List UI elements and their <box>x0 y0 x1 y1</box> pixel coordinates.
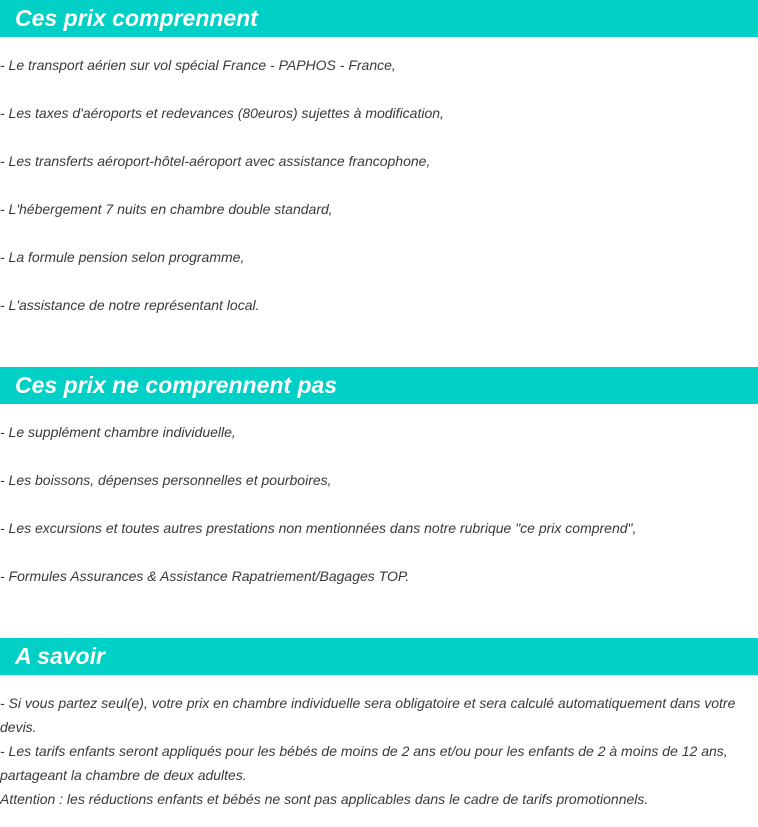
list-item: - L'hébergement 7 nuits en chambre double standard, <box>0 201 333 217</box>
not-included-list <box>0 420 758 588</box>
to-know-text <box>0 691 758 811</box>
list-item: - Formules Assurances & Assistance Rapatriement/Bagages TOP. <box>0 568 410 584</box>
list-item: - La formule pension selon programme, <box>0 249 245 265</box>
section-header-to-know <box>0 638 758 675</box>
list-item: - Les boissons, dépenses personnelles et pourboires, <box>0 472 332 488</box>
list-item: - Les excursions et toutes autres prestations non mentionnées dans notre rubrique "ce prix comprend", <box>0 520 637 536</box>
section-header-included <box>0 0 758 37</box>
section-title-to-know: A savoir <box>15 643 105 669</box>
section-header-not-included <box>0 367 758 404</box>
list-item: - Le transport aérien sur vol spécial France - PAPHOS - France, <box>0 57 396 73</box>
list-item: - Les taxes d'aéroports et redevances (80euros) sujettes à modification, <box>0 105 444 121</box>
section-not-included <box>0 367 758 588</box>
section-title-included: Ces prix comprennent <box>15 5 258 31</box>
section-title-not-included: Ces prix ne comprennent pas <box>15 372 338 398</box>
list-item: - Le supplément chambre individuelle, <box>0 424 236 440</box>
list-item: - Les transferts aéroport-hôtel-aéroport avec assistance francophone, <box>0 153 431 169</box>
section-to-know <box>0 638 758 811</box>
info-paragraph: Attention : les réductions enfants et bébés ne sont pas applicables dans le cadre de tarifs promotionnels. <box>0 791 649 807</box>
info-paragraph: - Si vous partez seul(e), votre prix en chambre individuelle sera obligatoire et sera calculé automatiquement dans votre devis. <box>0 695 736 735</box>
included-list <box>0 53 758 317</box>
info-paragraph: - Les tarifs enfants seront appliqués pour les bébés de moins de 2 ans et/ou pour les enfants de 2 à moins de 12 ans, partageant la chambre de deux adultes. <box>0 743 728 783</box>
section-included <box>0 0 758 317</box>
list-item: - L'assistance de notre représentant local. <box>0 297 260 313</box>
